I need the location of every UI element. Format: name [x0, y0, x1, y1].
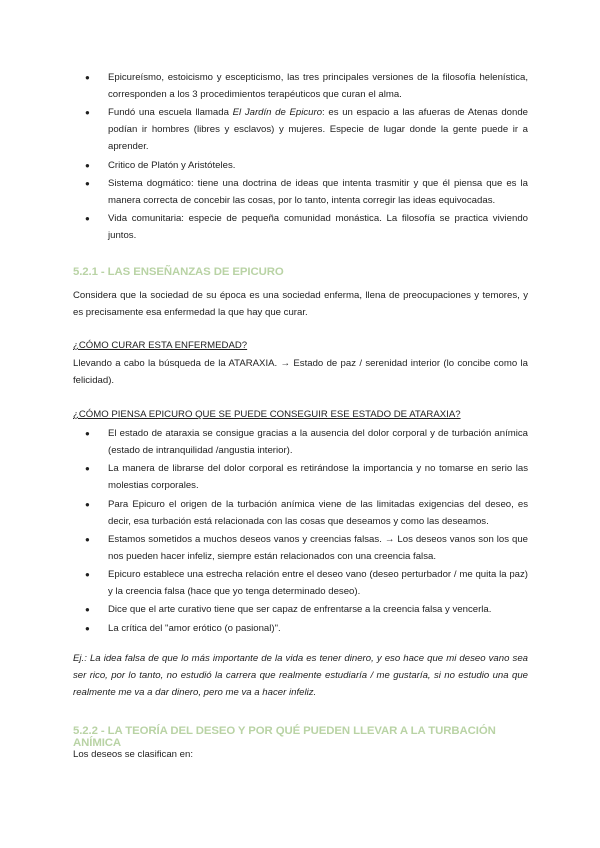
bullet-icon: ● [85, 160, 90, 170]
list-item: ● Critico de Platón y Aristóteles. [80, 157, 528, 174]
ataraxia-bullet-list [80, 425, 528, 638]
list-item: ● La manera de librarse del dolor corporal es retirándose la importancia y no tomarse en serio las molestias corporales. [80, 460, 528, 494]
list-item: ● Vida comunitaria: especie de pequeña comunidad monástica. La filosofía se practica viviendo juntos. [80, 210, 528, 244]
list-item: ● El estado de ataraxia se consigue gracias a la ausencia del dolor corporal y de turbación anímica (estado de intranquilidad /angustia interior). [80, 425, 528, 459]
bullet-icon: ● [85, 73, 90, 82]
list-item: ● Para Epicuro el origen de la turbación anímica viene de las limitadas exigencias del deseo, es decir, esa turbación está relacionada con las cosas que deseamos y como las deseamos. [80, 496, 528, 530]
intro-bullet-list [80, 69, 528, 245]
bullet-icon: ● [85, 429, 90, 438]
section1-paragraph: Considera que la sociedad de su época es una sociedad enferma, llena de preocupaciones y temores, y es precisamente esa enfermedad la que hay que curar. [73, 290, 528, 318]
list-item: ● Epicureísmo, estoicismo y escepticismo, las tres principales versiones de la filosofía helenística, corresponden a los 3 procedimientos terapéuticos que curan el alma. [80, 69, 528, 103]
bullet-icon: ● [85, 108, 90, 118]
bullet-icon: ● [85, 178, 90, 188]
bullet-icon: ● [85, 605, 90, 615]
bullet-icon: ● [85, 464, 90, 474]
list-item: ● Estamos sometidos a muchos deseos vanos y creencias falsas. → Los deseos vanos son los que nos pueden hacer infeliz, siempre están relacionados con una creencia falsa. [80, 531, 528, 565]
list-item: ● Epicuro establece una estrecha relación entre el deseo vano (deseo perturbador / me quita la paz) y la creencia falsa (hace que yo tenga determinado deseo). [80, 566, 528, 600]
question-heading: ¿CÓMO CURAR ESTA ENFERMEDAD? [73, 340, 248, 351]
section-heading-5-2-1: 5.2.1 - LAS ENSEÑANZAS DE EPICURO [73, 266, 284, 278]
answer-paragraph: Llevando a cabo la búsqueda de la ATARAXIA. → Estado de paz / serenidad interior (lo concibe como la felicidad). [73, 358, 528, 386]
list-item: ● La crítica del "amor erótico (o pasional)". [80, 620, 528, 637]
bullet-icon: ● [85, 499, 90, 509]
section-heading-5-2-2: 5.2.2 - LA TEORÍA DEL DESEO Y POR QUÉ PUEDEN LLEVAR A LA TURBACIÓN ANÍMICA [73, 725, 496, 749]
bullet-icon: ● [85, 570, 90, 580]
bullet-icon: ● [85, 214, 90, 224]
bullet-icon: ● [85, 623, 90, 633]
section2-paragraph: Los deseos se clasifican en: [73, 749, 193, 760]
example-paragraph: Ej.: La idea falsa de que lo más importante de la vida es tener dinero, y eso hace que mi deseo vano sea ser rico, por lo tanto, no estudió la carrera que realmente estudiaría / me gustaría, si no estudio una que realmente me va a dar dinero, pero me va a hacer infeliz. [73, 653, 528, 698]
question-heading: ¿CÓMO PIENSA EPICURO QUE SE PUEDE CONSEGUIR ESE ESTADO DE ATARAXIA? [73, 409, 461, 420]
list-item: ● Dice que el arte curativo tiene que ser capaz de enfrentarse a la creencia falsa y vencerla. [80, 601, 528, 618]
bullet-icon: ● [85, 534, 90, 544]
list-item: ● Fundó una escuela llamada El Jardín de Epicuro: es un espacio a las afueras de Atenas donde podían ir hombres (libres y esclavos) y mujeres. Especie de lugar donde la gente puede ir a aprender. [80, 104, 528, 155]
list-item: ● Sistema dogmático: tiene una doctrina de ideas que intenta trasmitir y que él piensa que es la manera correcta de concebir las cosas, por lo tanto, intenta corregir las ideas equivocadas. [80, 175, 528, 209]
